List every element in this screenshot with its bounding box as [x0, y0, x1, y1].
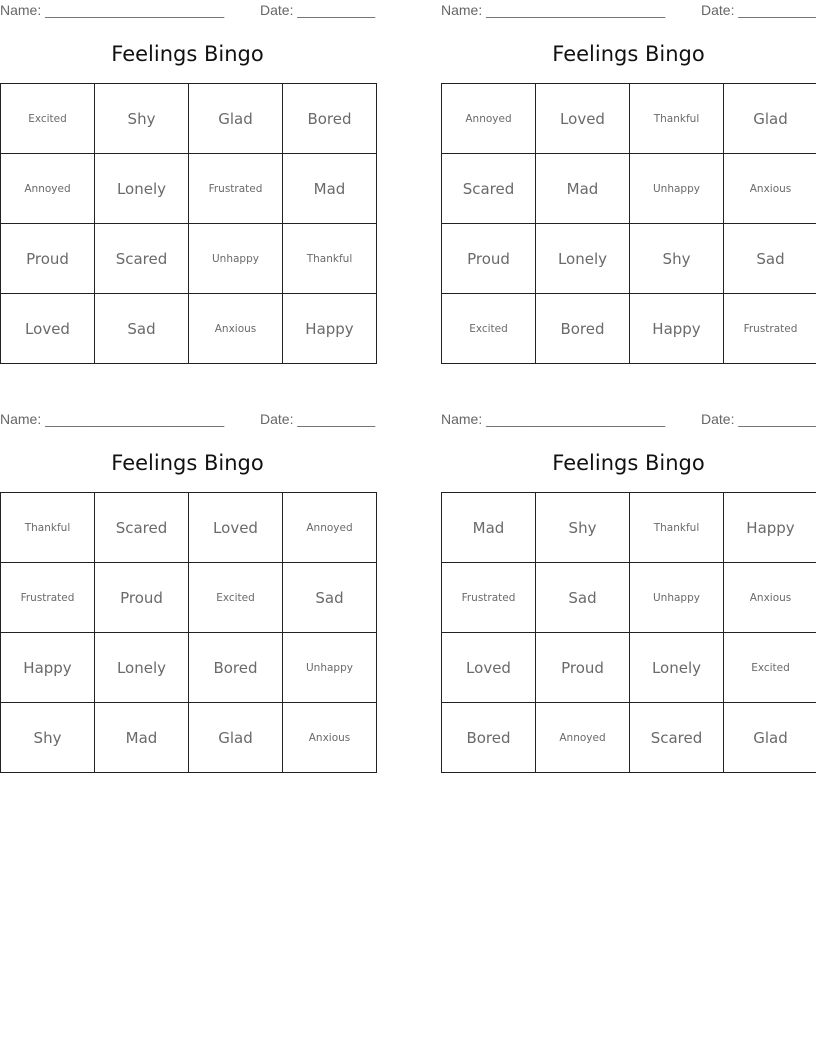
bingo-cell: Anxious [724, 154, 816, 224]
bingo-cell: Annoyed [536, 703, 630, 773]
bingo-cell: Annoyed [442, 84, 536, 154]
bingo-cell: Frustrated [442, 563, 536, 633]
card-fields [441, 409, 816, 431]
card-title: Feelings Bingo [111, 42, 264, 66]
bingo-cell: Anxious [189, 294, 283, 364]
bingo-cell: Glad [724, 84, 816, 154]
bingo-grid [0, 83, 377, 364]
bingo-cell: Scared [95, 224, 189, 294]
bingo-grid [441, 83, 816, 364]
card-title: Feelings Bingo [552, 451, 705, 475]
bingo-cell: Frustrated [1, 563, 95, 633]
bingo-card-2 [441, 0, 816, 338]
name-field: Name: _______________________ [0, 2, 225, 18]
name-field: Name: _______________________ [441, 2, 666, 18]
bingo-card-4 [441, 409, 816, 747]
bingo-cell: Unhappy [283, 633, 377, 703]
grid-row [1, 294, 377, 364]
name-field: Name: _______________________ [441, 411, 666, 427]
bingo-cell: Proud [1, 224, 95, 294]
bingo-cell: Glad [724, 703, 816, 773]
bingo-cell: Sad [95, 294, 189, 364]
bingo-cell: Bored [536, 294, 630, 364]
bingo-cell: Shy [95, 84, 189, 154]
bingo-cell: Bored [283, 84, 377, 154]
bingo-cell: Mad [95, 703, 189, 773]
bingo-cell: Scared [630, 703, 724, 773]
bingo-cell: Lonely [95, 154, 189, 224]
bingo-cell: Happy [283, 294, 377, 364]
bingo-cell: Anxious [724, 563, 816, 633]
bingo-cell: Bored [189, 633, 283, 703]
grid-row [1, 84, 377, 154]
bingo-cell: Frustrated [724, 294, 816, 364]
bingo-cell: Anxious [283, 703, 377, 773]
bingo-cell: Lonely [95, 633, 189, 703]
grid-row [1, 703, 377, 773]
bingo-cell: Happy [1, 633, 95, 703]
bingo-cell: Annoyed [1, 154, 95, 224]
bingo-cell: Shy [630, 224, 724, 294]
grid-row [1, 224, 377, 294]
bingo-cell: Glad [189, 84, 283, 154]
bingo-cell: Loved [442, 633, 536, 703]
bingo-cell: Unhappy [630, 563, 724, 633]
bingo-cell: Sad [536, 563, 630, 633]
bingo-cell: Proud [442, 224, 536, 294]
bingo-cell: Unhappy [630, 154, 724, 224]
grid-row [442, 493, 816, 563]
date-field: Date: __________ [260, 411, 376, 427]
bingo-grid [0, 492, 377, 773]
grid-row [442, 224, 816, 294]
date-field: Date: __________ [701, 411, 816, 427]
date-field: Date: __________ [701, 2, 816, 18]
bingo-cell: Thankful [283, 224, 377, 294]
bingo-cell: Loved [189, 493, 283, 563]
bingo-cell: Sad [724, 224, 816, 294]
bingo-cell: Proud [95, 563, 189, 633]
grid-row [442, 294, 816, 364]
grid-row [1, 633, 377, 703]
bingo-cell: Shy [536, 493, 630, 563]
grid-row [442, 84, 816, 154]
grid-row [1, 154, 377, 224]
bingo-cell: Glad [189, 703, 283, 773]
bingo-cell: Lonely [630, 633, 724, 703]
card-fields [0, 409, 375, 431]
bingo-card-3 [0, 409, 376, 747]
grid-row [1, 563, 377, 633]
card-fields [441, 0, 816, 22]
card-fields [0, 0, 375, 22]
bingo-cell: Excited [189, 563, 283, 633]
bingo-cell: Mad [536, 154, 630, 224]
bingo-cell: Annoyed [283, 493, 377, 563]
grid-row [442, 703, 816, 773]
name-field: Name: _______________________ [0, 411, 225, 427]
bingo-cell: Mad [283, 154, 377, 224]
card-title: Feelings Bingo [552, 42, 705, 66]
bingo-cell: Scared [95, 493, 189, 563]
bingo-cell: Loved [1, 294, 95, 364]
bingo-card-1 [0, 0, 376, 338]
bingo-cell: Mad [442, 493, 536, 563]
bingo-cell: Happy [630, 294, 724, 364]
bingo-cell: Unhappy [189, 224, 283, 294]
bingo-cell: Shy [1, 703, 95, 773]
card-title: Feelings Bingo [111, 451, 264, 475]
bingo-cell: Thankful [630, 493, 724, 563]
bingo-cell: Excited [724, 633, 816, 703]
grid-row [442, 633, 816, 703]
bingo-grid [441, 492, 816, 773]
bingo-cell: Excited [442, 294, 536, 364]
bingo-cell: Lonely [536, 224, 630, 294]
grid-row [442, 154, 816, 224]
bingo-cell: Thankful [1, 493, 95, 563]
bingo-cell: Happy [724, 493, 816, 563]
bingo-cell: Proud [536, 633, 630, 703]
bingo-cell: Thankful [630, 84, 724, 154]
bingo-cell: Sad [283, 563, 377, 633]
bingo-cell: Frustrated [189, 154, 283, 224]
bingo-cell: Bored [442, 703, 536, 773]
bingo-cell: Loved [536, 84, 630, 154]
grid-row [1, 493, 377, 563]
bingo-cell: Excited [1, 84, 95, 154]
grid-row [442, 563, 816, 633]
bingo-cell: Scared [442, 154, 536, 224]
date-field: Date: __________ [260, 2, 376, 18]
